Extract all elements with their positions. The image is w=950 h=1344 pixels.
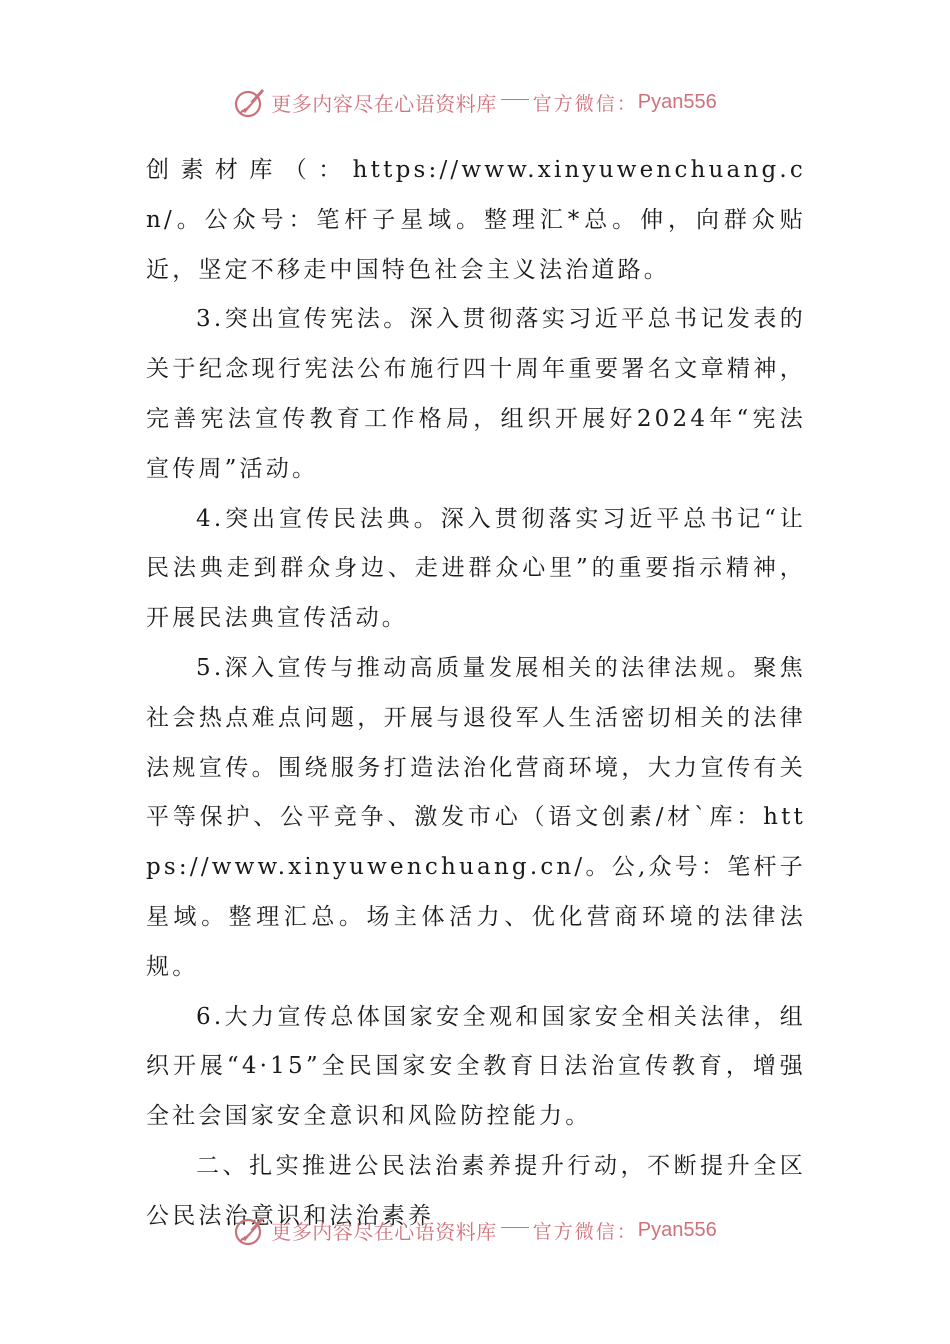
paragraph-item-4: 4.突出宣传民法典。深入贯彻落实习近平总书记“让民法典走到群众身边、走进群众心里”的重要指示精神，开展民法典宣传活动。 <box>146 505 806 632</box>
paragraph-item-6: 6.大力宣传总体国家安全观和国家安全相关法律，组织开展“4·15”全民国家安全教育日法治宣传教育，增强全社会国家安全意识和风险防控能力。 <box>146 1003 806 1130</box>
banner-wechat-id: Pyan556 <box>637 1218 717 1241</box>
header-banner <box>0 82 950 122</box>
footer-banner <box>0 1210 950 1250</box>
document-body <box>146 146 806 1242</box>
banner-slogan: 更多内容尽在心语资料库 <box>271 91 497 116</box>
banner-official-label: 官方微信： <box>532 92 638 115</box>
banner-dash <box>501 1227 529 1228</box>
quill-pen-logo-icon <box>233 1213 267 1247</box>
banner-dash <box>501 99 529 100</box>
paragraph-continuation: 创素材库（：https://www.xinyuwenchuang.cn/。公众号：笔杆子星域。整理汇*总。伸，向群众贴近，坚定不移走中国特色社会主义法治道路。 <box>146 157 806 283</box>
paragraph-item-3: 3.突出宣传宪法。深入贯彻落实习近平总书记发表的关于纪念现行宪法公布施行四十周年重要署名文章精神，完善宪法宣传教育工作格局，组织开展好2024年“宪法宣传周”活动。 <box>146 306 806 482</box>
paragraph-item-5: 5.深入宣传与推动高质量发展相关的法律法规。聚焦社会热点难点问题，开展与退役军人生活密切相关的法律法规宣传。围绕服务打造法治化营商环境，大力宣传有关平等保护、公平竞争、激发市心（语文创素/材`库：https://www.xinyuwenchuang.cn/。公,众号：笔杆子星域。整理汇总。场主体活力、优化营商环境的法律法规。 <box>146 654 806 980</box>
banner-slogan: 更多内容尽在心语资料库 <box>271 1219 497 1244</box>
quill-pen-logo-icon <box>233 85 267 119</box>
banner-wechat-id: Pyan556 <box>637 90 717 113</box>
banner-official-label: 官方微信： <box>532 1220 638 1243</box>
section-heading-2: 二、扎实推进公民法治素养提升行动，不断提升全区公民法治意识和法治素养 <box>146 1152 806 1229</box>
